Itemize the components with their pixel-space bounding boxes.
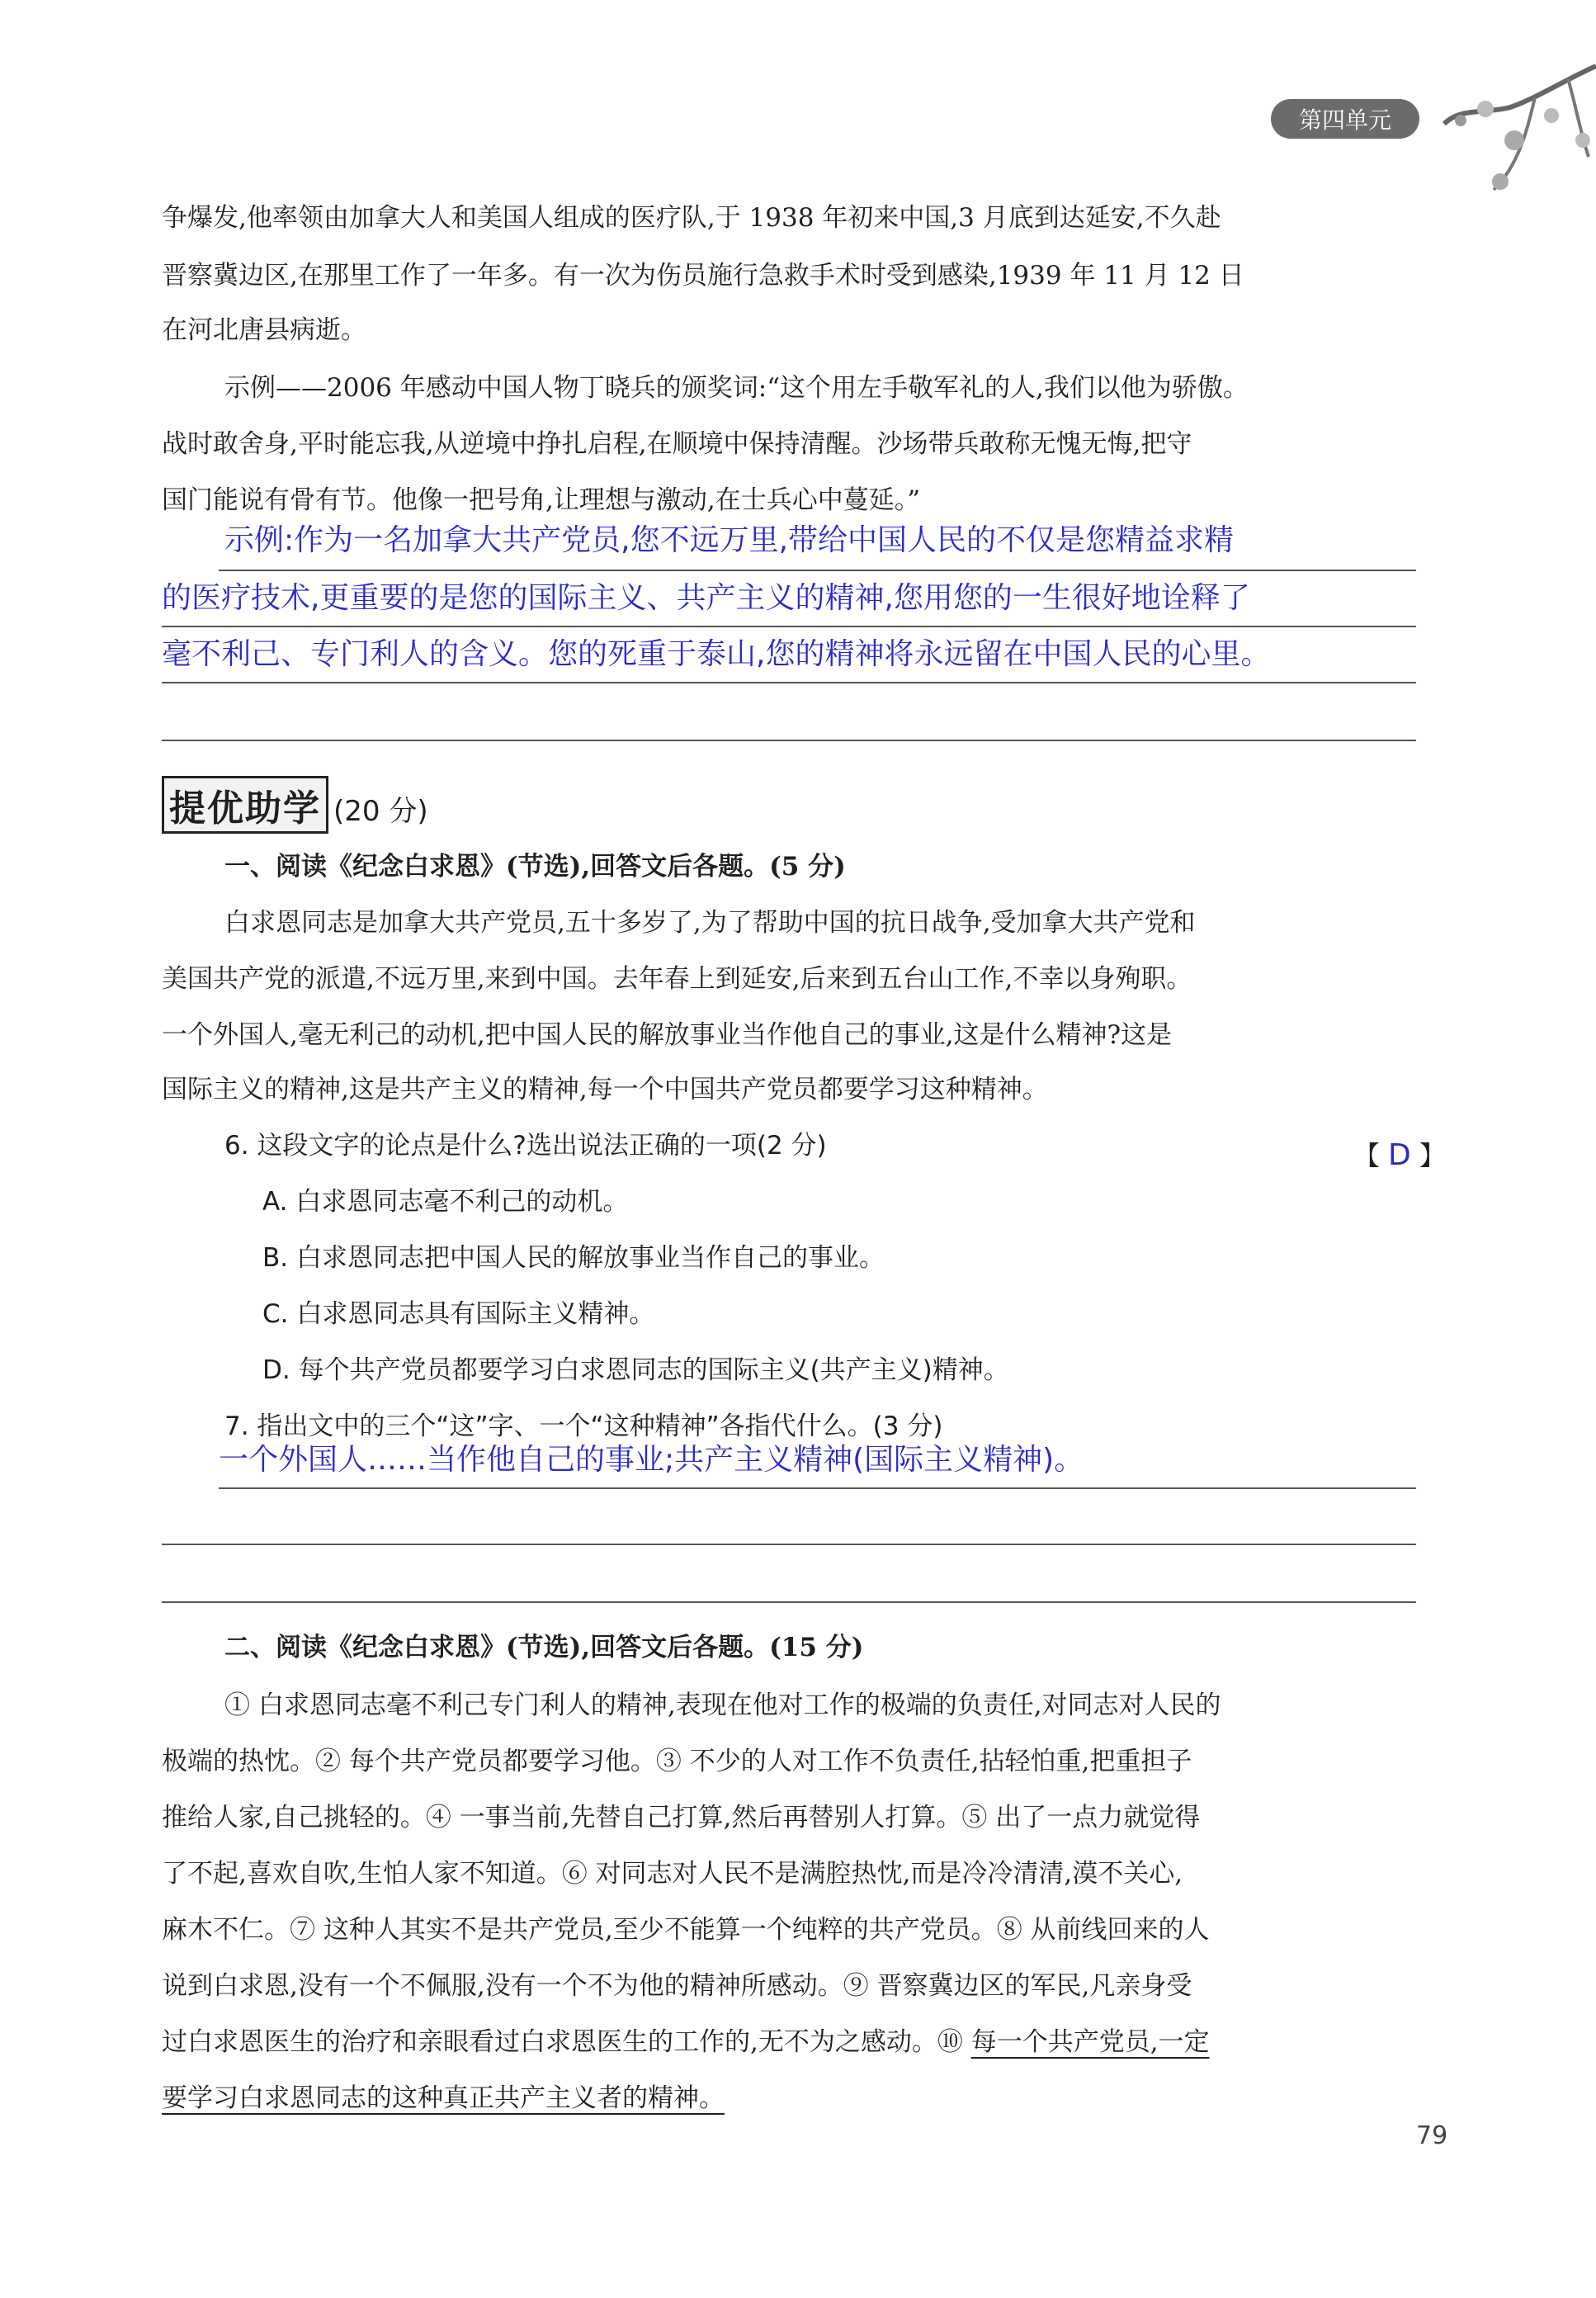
passage-line: 麻木不仁。⑦ 这种人其实不是共产党员,至少不能算一个纯粹的共产党员。⑧ 从前线回来的人 xyxy=(162,1915,1210,1945)
passage-text: 过白求恩医生的治疗和亲眼看过白求恩医生的工作的,无不为之感动。⑩ xyxy=(162,2027,971,2057)
part2-heading: 二、阅读《纪念白求恩》(节选),回答文后各题。(15 分) xyxy=(224,1633,864,1662)
bracket-close: 】 xyxy=(1419,1140,1446,1171)
answer-rule xyxy=(219,1487,1416,1489)
intro-line: 晋察冀边区,在那里工作了一年多。有一次为伤员施行急救手术时受到感染,1939 年 11 月 12 日 xyxy=(162,261,1244,291)
plum-branch-icon xyxy=(1436,50,1596,248)
passage-line: 美国共产党的派遣,不远万里,来到中国。去年春上到延安,后来到五台山工作,不幸以身殉职。 xyxy=(162,964,1192,994)
passage-line xyxy=(162,2026,1210,2059)
option-d: D. 每个共产党员都要学习白求恩同志的国际主义(共产主义)精神。 xyxy=(262,1355,1009,1385)
section-badge: 提优助学 xyxy=(162,776,328,834)
answer-rule xyxy=(162,1544,1416,1545)
passage-line: 说到白求恩,没有一个不佩服,没有一个不为他的精神所感动。⑨ 晋察冀边区的军民,凡亲身受 xyxy=(162,1971,1192,2001)
passage-line: 一个外国人,毫无利己的动机,把中国人民的解放事业当作他自己的事业,这是什么精神?这是 xyxy=(162,1020,1173,1050)
question-7-answer: 一个外国人……当作他自己的事业;共产主义精神(国际主义精神)。 xyxy=(219,1443,1084,1477)
passage-line: ① 白求恩同志毫不利己专门利人的精神,表现在他对工作的极端的负责任,对同志对人民的 xyxy=(224,1690,1221,1720)
part1-heading: 一、阅读《纪念白求恩》(节选),回答文后各题。(5 分) xyxy=(224,852,846,882)
section-title xyxy=(162,776,428,834)
option-a: A. 白求恩同志毫不利己的动机。 xyxy=(262,1187,629,1217)
answer-rule xyxy=(162,740,1416,741)
example-line: 示例——2006 年感动中国人物丁晓兵的颁奖词:“这个用左手敬军礼的人,我们以他为骄傲。 xyxy=(224,373,1249,403)
intro-line: 在河北唐县病逝。 xyxy=(162,315,366,345)
passage-line xyxy=(162,2082,725,2115)
option-b: B. 白求恩同志把中国人民的解放事业当作自己的事业。 xyxy=(262,1243,885,1273)
underlined-sentence: 每一个共产党员,一定 xyxy=(970,2027,1210,2057)
handwritten-answer-line: 的医疗技术,更重要的是您的国际主义、共产主义的精神,您用您的一生很好地诠释了 xyxy=(162,581,1250,615)
question-7: 7. 指出文中的三个“这”字、一个“这种精神”各指代什么。(3 分) xyxy=(224,1411,943,1441)
answer-rule xyxy=(162,626,1416,627)
handwritten-answer-line: 毫不利己、专门利人的含义。您的死重于泰山,您的精神将永远留在中国人民的心里。 xyxy=(162,637,1271,671)
answer-bracket xyxy=(1353,1139,1446,1172)
passage-line: 国际主义的精神,这是共产主义的精神,每一个中国共产党员都要学习这种精神。 xyxy=(162,1075,1048,1104)
question-6: 6. 这段文字的论点是什么?选出说法正确的一项(2 分) xyxy=(224,1131,827,1161)
answer-rule xyxy=(219,570,1416,571)
page-number: 79 xyxy=(1416,2121,1448,2150)
passage-line: 白求恩同志是加拿大共产党员,五十多岁了,为了帮助中国的抗日战争,受加拿大共产党和 xyxy=(224,908,1196,938)
unit-tab: 第四单元 xyxy=(1271,99,1419,139)
example-line: 战时敢舍身,平时能忘我,从逆境中挣扎启程,在顺境中保持清醒。沙场带兵敢称无愧无悔,把守 xyxy=(162,429,1192,459)
answer-rule xyxy=(162,1601,1416,1603)
underlined-sentence: 要学习白求恩同志的这种真正共产主义者的精神。 xyxy=(162,2083,725,2113)
intro-line: 争爆发,他率领由加拿大人和美国人组成的医疗队,于 1938 年初来中国,3 月底到达延安,不久赴 xyxy=(162,203,1221,233)
bracket-open: 【 xyxy=(1353,1140,1381,1171)
section-points: (20 分) xyxy=(333,795,428,828)
answer-rule xyxy=(162,682,1416,683)
question-6-answer: D xyxy=(1388,1138,1411,1172)
handwritten-answer-line: 示例:作为一名加拿大共产党员,您不远万里,带给中国人民的不仅是您精益求精 xyxy=(224,523,1235,557)
passage-line: 推给人家,自己挑轻的。④ 一事当前,先替自己打算,然后再替别人打算。⑤ 出了一点力就觉得 xyxy=(162,1803,1201,1832)
passage-line: 了不起,喜欢自吹,生怕人家不知道。⑥ 对同志对人民不是满腔热忱,而是冷冷清清,漠不关心, xyxy=(162,1859,1183,1889)
option-c: C. 白求恩同志具有国际主义精神。 xyxy=(262,1299,655,1329)
example-line: 国门能说有骨有节。他像一把号角,让理想与激动,在士兵心中蔓延。” xyxy=(162,485,921,515)
passage-line: 极端的热忱。② 每个共产党员都要学习他。③ 不少的人对工作不负责任,拈轻怕重,把重担子 xyxy=(162,1747,1192,1776)
